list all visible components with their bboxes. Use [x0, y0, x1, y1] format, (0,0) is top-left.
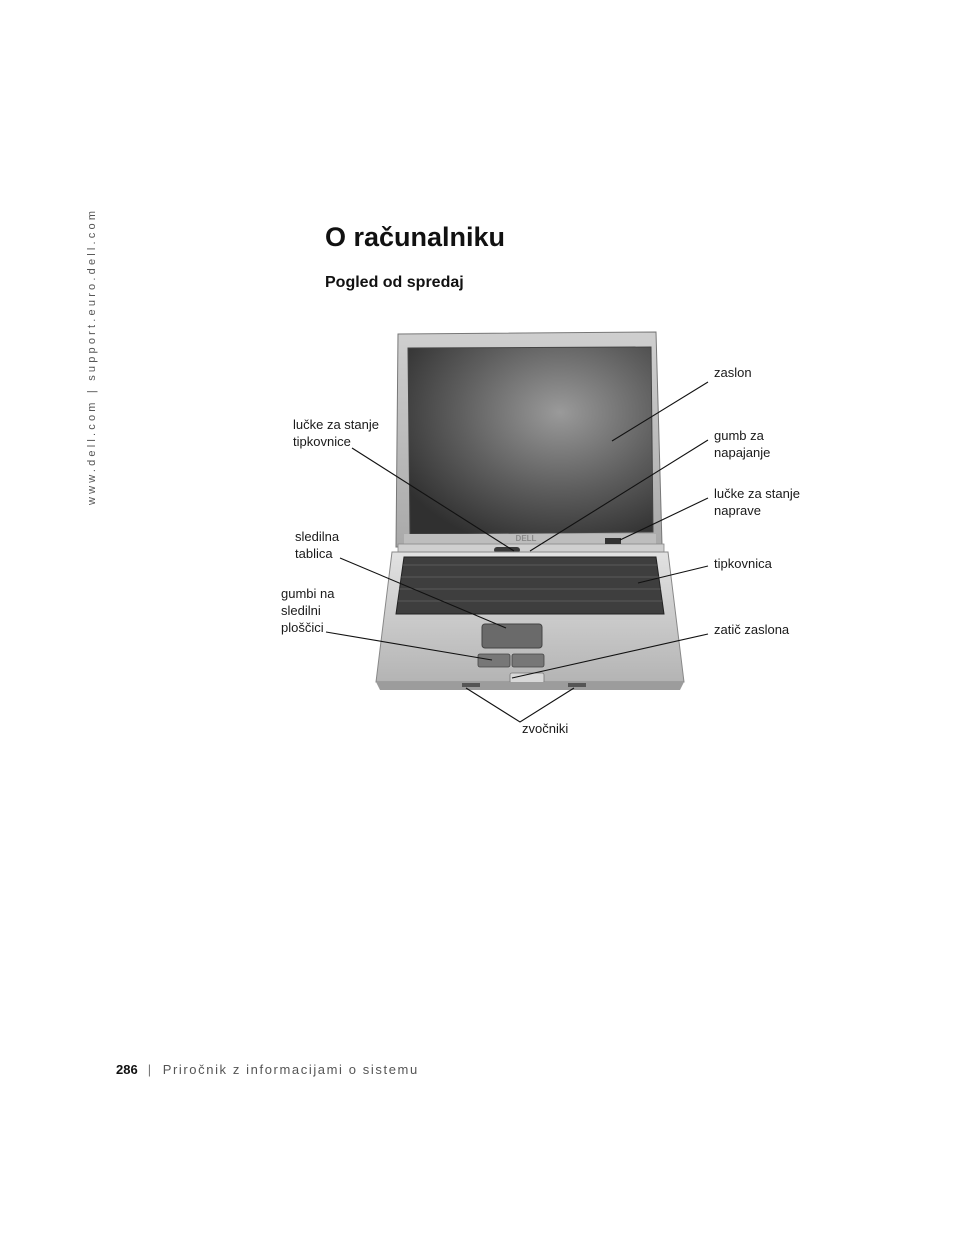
callout-lucke-za-stanje-tipkovnice: lučke za stanje tipkovnice	[293, 417, 379, 449]
leader-zvocniki	[466, 688, 574, 722]
touchpad-right-button	[512, 654, 544, 667]
speaker-right	[568, 683, 586, 687]
dell-logo: DELL	[515, 534, 537, 543]
page-footer	[116, 1062, 419, 1077]
callout-zvocniki: zvočniki	[522, 721, 569, 736]
callout-lucke-za-stanje-naprave: lučke za stanje naprave	[714, 486, 800, 518]
keyboard	[396, 557, 664, 614]
section-subtitle: Pogled od spredaj	[325, 274, 464, 291]
callout-zatic-zaslona: zatič zaslona	[714, 622, 790, 637]
footer-title: Priročnik z informacijami o sistemu	[162, 1062, 419, 1077]
page-title: O računalniku	[325, 222, 506, 252]
page-number: 286	[116, 1062, 138, 1077]
base-front-edge	[376, 682, 684, 690]
callout-gumb-za-napajanje: gumb za napajanje	[714, 428, 771, 460]
touchpad	[482, 624, 542, 648]
callout-gumbi-na-sledilni-ploscici: gumbi na sledilni ploščici	[281, 586, 335, 635]
laptop-screen	[408, 347, 653, 534]
callout-zaslon: zaslon	[714, 365, 752, 380]
touchpad-left-button	[478, 654, 510, 667]
side-url-text: www.dell.com | support.euro.dell.com	[86, 207, 98, 505]
device-status-lights	[605, 538, 621, 544]
callout-sledilna-tablica: sledilna tablica	[295, 529, 340, 561]
callout-tipkovnica: tipkovnica	[714, 556, 772, 571]
footer-separator: |	[147, 1062, 153, 1077]
speaker-left	[462, 683, 480, 687]
